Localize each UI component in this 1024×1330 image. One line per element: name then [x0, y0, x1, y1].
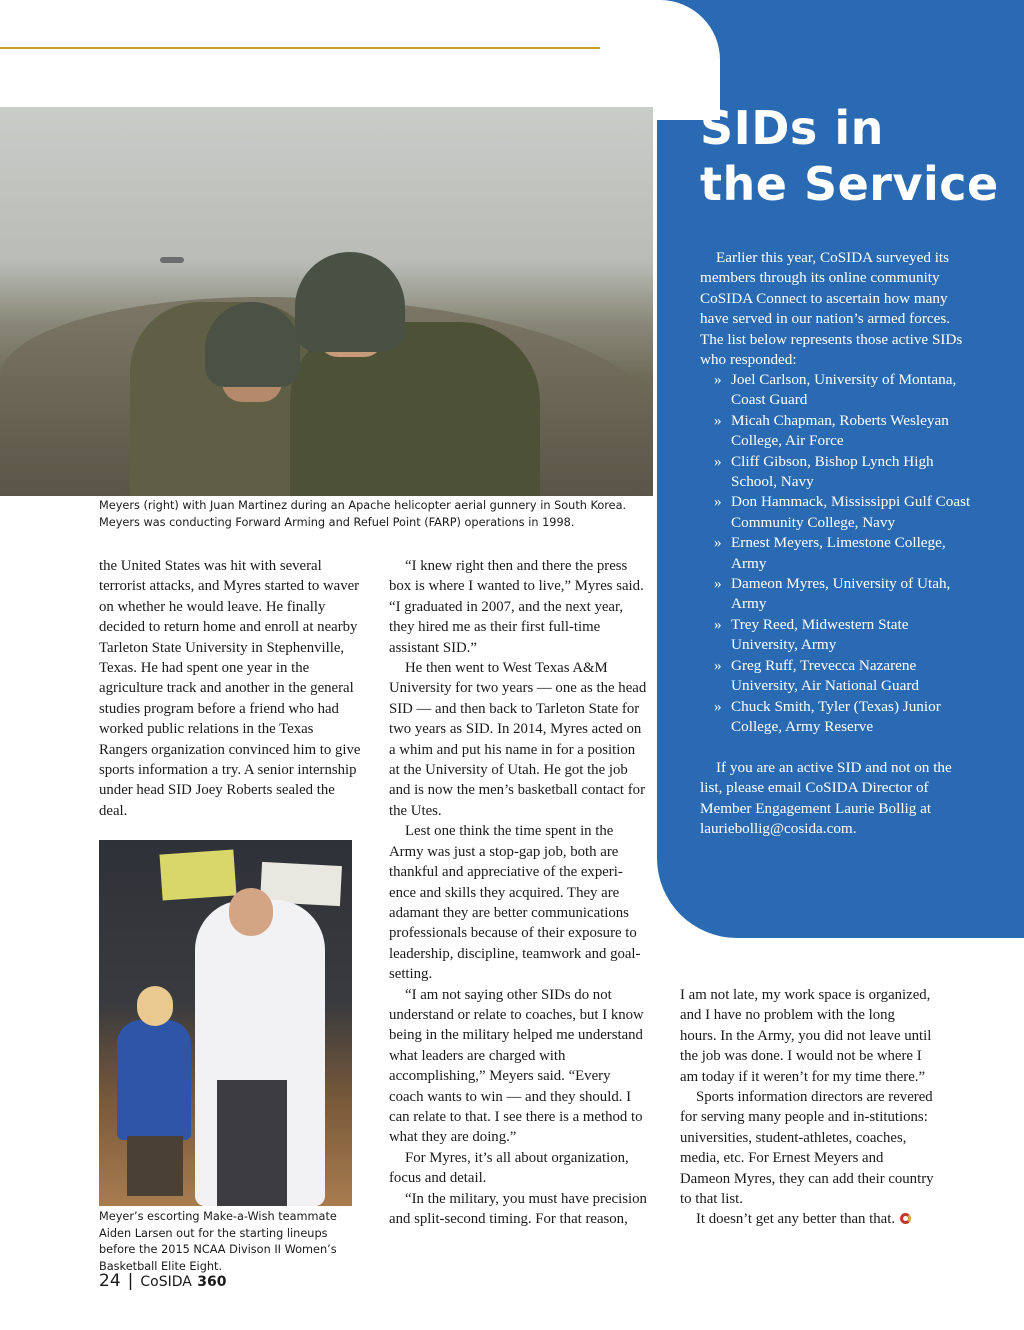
soldier-right-helmet: [295, 252, 405, 352]
paragraph: the United States was hit with several terrorist attacks, and Myres started to waver on whether he would leave. He finally decided to return home and enroll at nearby Tarleton State University in Stephenville, Texas. He had spent one year in the agriculture track and another in the general studies program before a friend who had worked public relations in the Texas Rangers organization convinced him to give sports information a try. A senior internship under head SID Joey Roberts sealed the deal.: [99, 558, 361, 819]
bullet-icon: »: [714, 575, 722, 593]
child-head: [137, 986, 173, 1026]
list-item-text: Ernest Meyers, Limestone College, Army: [731, 534, 946, 572]
paragraph: Lest one think the time spent in the Army was just a stop-gap job, both are thankful and appreciative of the experi-ence and skills they acquired. They are adamant they are better communications professionals because of their exposure to leadership, discipline, teamwork and goal-setting.: [389, 823, 641, 983]
list-item: [714, 574, 974, 615]
paragraph: “I am not saying other SIDs do not understand or relate to coaches, but I know being in the military helped me understand what leaders are charged with accomplishing,” Meyers said. “Every coach wants to win — and they should. I can relate to that. I see there is a method to what they are doing.”: [389, 986, 644, 1146]
child-pants: [127, 1136, 183, 1196]
list-item-text: Chuck Smith, Tyler (Texas) Junior College, Army Reserve: [731, 697, 941, 735]
list-item: [714, 656, 974, 697]
bullet-icon: »: [714, 534, 722, 552]
soldier-left-helmet: [205, 302, 300, 387]
page-footer: [99, 1271, 226, 1291]
sidebar-title-line2: the Service: [700, 157, 999, 211]
bullet-icon: »: [714, 493, 722, 511]
list-item-text: Don Hammack, Mississippi Gulf Coast Community College, Navy: [731, 493, 971, 531]
closing-sentence: It doesn’t get any better than that.: [696, 1211, 896, 1228]
sidebar-title: [700, 100, 1000, 212]
article-column-2: [389, 556, 647, 1229]
paragraph: “I knew right then and there the press box is where I wanted to live,” Myres said. “I graduated in 2007, and the next year, they hired me as their first full-time assistant SID.”: [389, 558, 644, 656]
list-item: [714, 697, 974, 738]
footer-separator: |: [127, 1271, 134, 1291]
sidebar-outro: If you are an active SID and not on the list, please email CoSIDA Director of Member Engagement Laurie Bollig at lauriebollig@cosida.com.: [700, 759, 952, 838]
paragraph: “In the military, you must have precision and split-second timing. For that reason,: [389, 1190, 647, 1227]
end-mark-icon: [900, 1213, 911, 1224]
paragraph: For Myres, it’s all about organization, focus and detail.: [389, 1149, 629, 1187]
crowd-sign-go-saints: [159, 849, 236, 900]
photo-caption-top: Meyers (right) with Juan Martinez during an Apache helicopter aerial gunnery in South Korea. Meyers was conducting Forward Arming and Refuel Point (FARP) operations in 1998.: [99, 499, 627, 529]
coach-head: [229, 888, 273, 936]
photo-caption-bottom: Meyer’s escorting Make-a-Wish teammate Aiden Larsen out for the starting lineups before the 2015 NCAA Divison II Women’s Basketball Elite Eight.: [99, 1210, 337, 1273]
list-item-text: Greg Ruff, Trevecca Nazarene University, Air National Guard: [731, 656, 919, 695]
page-number: 24: [99, 1271, 121, 1291]
list-item: [714, 615, 974, 656]
sidebar-sid-list: [714, 370, 974, 737]
sidebar-intro: Earlier this year, CoSIDA surveyed its members through its online community CoSIDA Connect to ascertain how many have served in our nation’s armed forces. The list below represents those active SIDs who responded:: [700, 249, 963, 369]
publication-number: 360: [197, 1274, 227, 1290]
list-item-text: Micah Chapman, Roberts Wesleyan College, Air Force: [731, 411, 949, 450]
list-item-text: Cliff Gibson, Bishop Lynch High School, Navy: [731, 452, 934, 491]
child-jersey-figure: [117, 1020, 191, 1140]
paragraph: Sports information directors are revered for serving many people and in-stitutions: universities, student-athletes, coaches, media, etc. For Ernest Meyers and Dameon Myres, they can add their country to that list.: [680, 1089, 934, 1208]
bullet-icon: »: [714, 452, 722, 470]
basketball-escort-photo: [99, 840, 352, 1206]
article-column-3: [680, 985, 934, 1230]
bullet-icon: »: [714, 656, 722, 674]
paragraph-final: [680, 1209, 934, 1229]
paragraph: He then went to West Texas A&M University for two years — one as the head SID — and then back to Tarleton State for two years as SID. In 2014, Myres acted on a whim and put his name in for a position at the University of Utah. He got the job and is now the men’s basketball contact for the Utes.: [389, 660, 647, 819]
list-item: [714, 452, 974, 493]
bullet-icon: »: [714, 615, 722, 633]
list-item: [714, 533, 974, 574]
list-item-text: Joel Carlson, University of Montana, Coast Guard: [731, 371, 957, 409]
list-item-text: Dameon Myres, University of Utah, Army: [731, 575, 951, 613]
bullet-icon: »: [714, 411, 722, 429]
coach-pants: [217, 1080, 287, 1206]
list-item: [714, 411, 974, 452]
list-item: [714, 370, 974, 411]
bullet-icon: »: [714, 697, 722, 715]
publication-name: CoSIDA: [140, 1274, 192, 1290]
list-item-text: Trey Reed, Midwestern State University, Army: [731, 615, 909, 654]
helicopter-silhouette: [160, 257, 184, 263]
paragraph: I am not late, my work space is organized, and I have no problem with the long hours. In the Army, you did not leave until the job was done. I would not be where I am today if it weren’t for my time there.”: [680, 987, 932, 1085]
article-column-1: [99, 556, 361, 821]
bullet-icon: »: [714, 371, 722, 388]
list-item: [714, 492, 974, 533]
sidebar-title-line1: SIDs in: [700, 101, 884, 155]
helicopter-soldiers-photo: [0, 107, 653, 496]
